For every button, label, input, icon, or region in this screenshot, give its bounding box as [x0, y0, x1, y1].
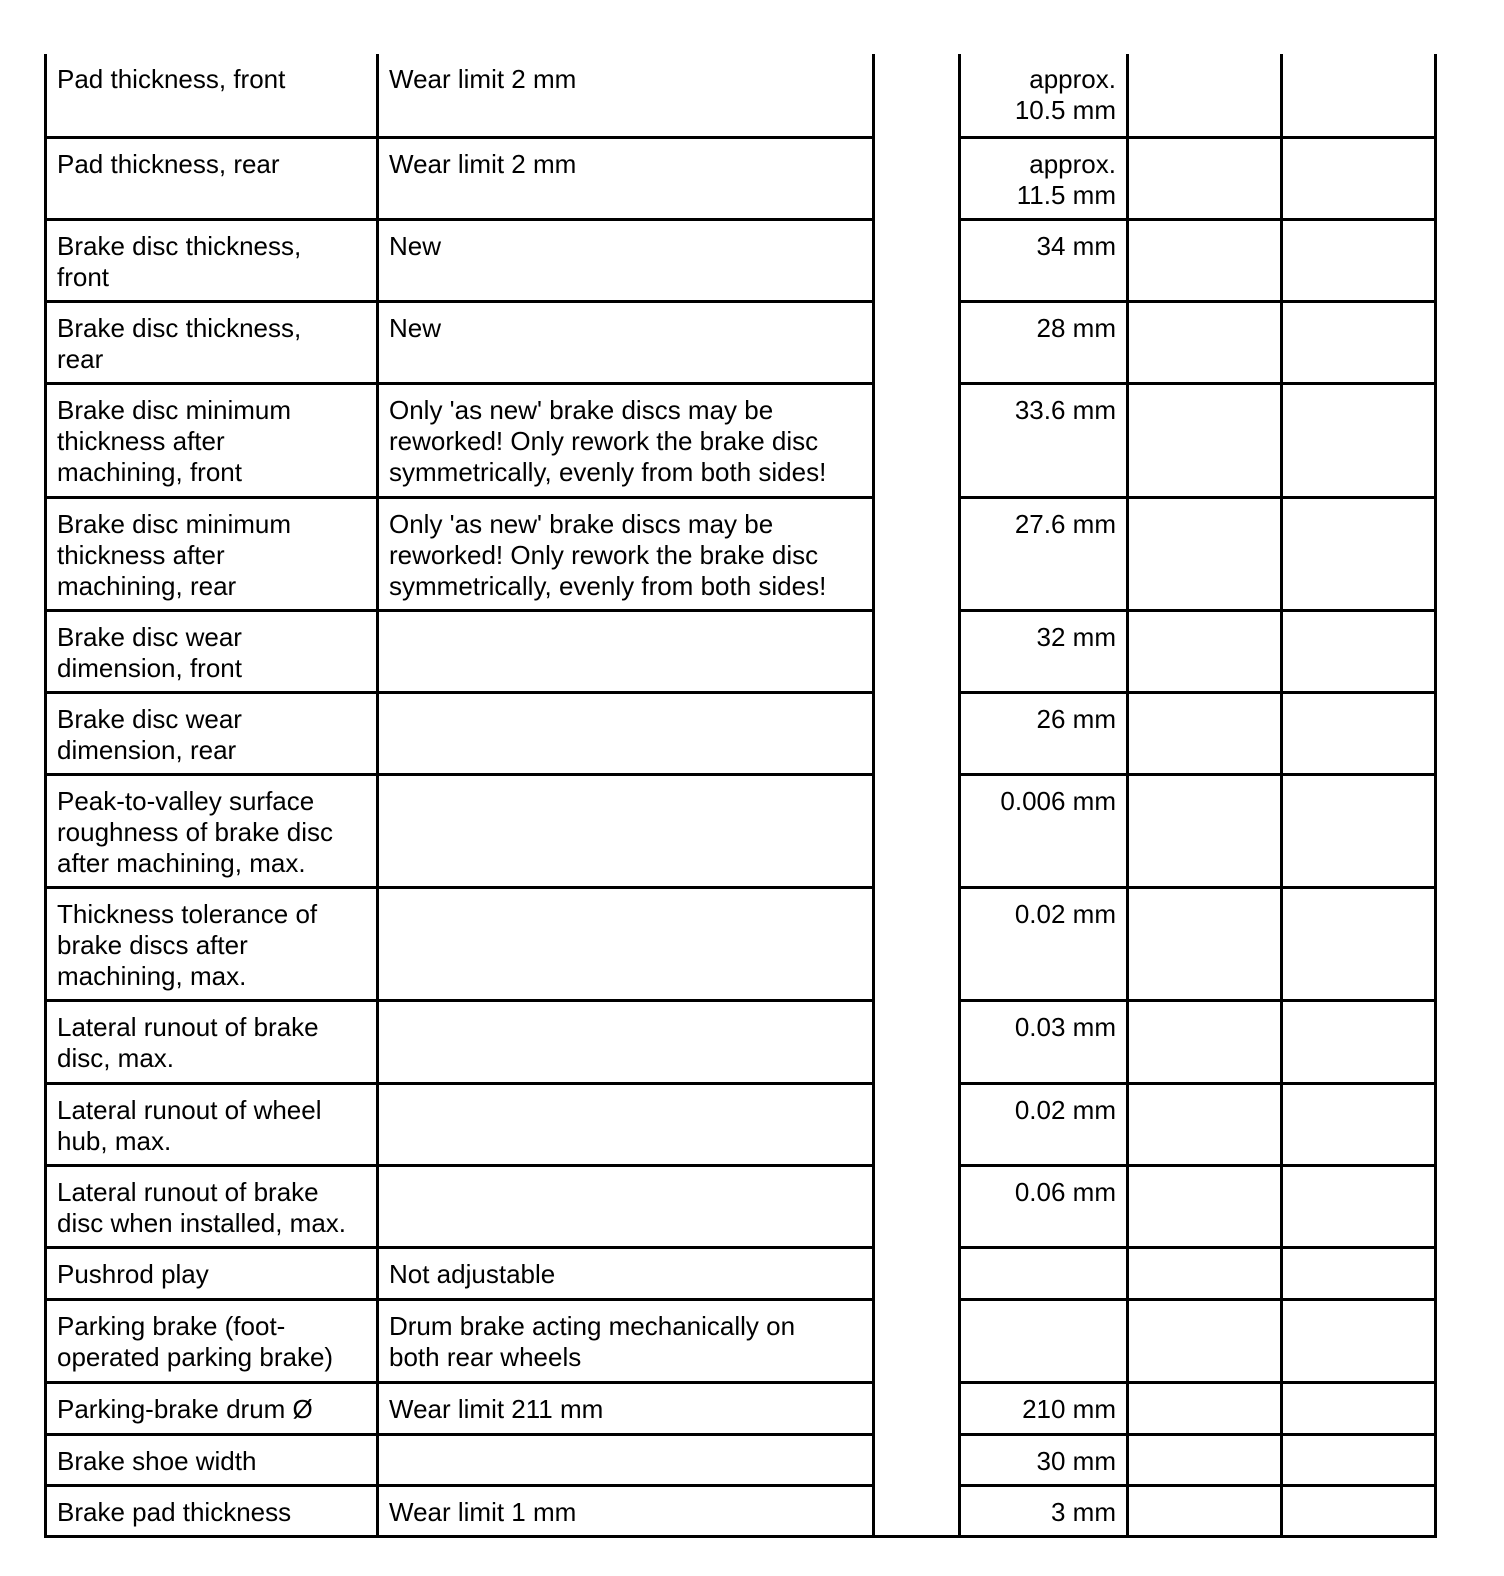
note-cell: Wear limit 2 mm	[378, 54, 874, 137]
blank-cell	[874, 1165, 960, 1247]
blank-cell	[1282, 219, 1436, 301]
blank-cell	[1128, 1247, 1282, 1299]
parameter-cell: Lateral runout of brake disc, max.	[46, 1000, 378, 1083]
blank-cell	[874, 1247, 960, 1299]
note-cell	[378, 1000, 874, 1083]
table-row	[46, 1434, 1436, 1485]
value-cell: 34 mm	[960, 219, 1128, 301]
brake-spec-table	[44, 54, 1437, 1538]
spec-table-body	[46, 54, 1436, 1536]
value-cell: 0.02 mm	[960, 1083, 1128, 1165]
blank-cell	[1128, 383, 1282, 497]
blank-cell	[874, 383, 960, 497]
blank-cell	[874, 497, 960, 610]
value-cell: approx. 11.5 mm	[960, 137, 1128, 219]
blank-cell	[1128, 692, 1282, 774]
parameter-cell: Lateral runout of wheel hub, max.	[46, 1083, 378, 1165]
note-cell	[378, 692, 874, 774]
blank-cell	[1282, 137, 1436, 219]
value-cell: 0.006 mm	[960, 774, 1128, 887]
parameter-cell: Brake shoe width	[46, 1434, 378, 1485]
note-cell: Not adjustable	[378, 1247, 874, 1299]
note-cell	[378, 887, 874, 1000]
table-row	[46, 1083, 1436, 1165]
table-row	[46, 610, 1436, 692]
table-row	[46, 219, 1436, 301]
value-cell: 0.03 mm	[960, 1000, 1128, 1083]
blank-cell	[874, 692, 960, 774]
table-row	[46, 692, 1436, 774]
blank-cell	[1128, 610, 1282, 692]
table-row	[46, 774, 1436, 887]
value-cell: 28 mm	[960, 301, 1128, 383]
table-row	[46, 137, 1436, 219]
blank-cell	[1128, 137, 1282, 219]
blank-cell	[1282, 1247, 1436, 1299]
table-row	[46, 887, 1436, 1000]
blank-cell	[1282, 887, 1436, 1000]
parameter-cell: Pad thickness, front	[46, 54, 378, 137]
value-cell: approx. 10.5 mm	[960, 54, 1128, 137]
note-cell	[378, 1083, 874, 1165]
parameter-cell: Pad thickness, rear	[46, 137, 378, 219]
parameter-cell: Brake disc wear dimension, front	[46, 610, 378, 692]
blank-cell	[874, 1083, 960, 1165]
blank-cell	[874, 54, 960, 137]
blank-cell	[1128, 1000, 1282, 1083]
parameter-cell: Brake disc thickness, rear	[46, 301, 378, 383]
blank-cell	[1282, 383, 1436, 497]
table-row	[46, 301, 1436, 383]
blank-cell	[1282, 497, 1436, 610]
blank-cell	[1128, 219, 1282, 301]
value-cell: 33.6 mm	[960, 383, 1128, 497]
parameter-cell: Brake disc minimum thickness after machining, rear	[46, 497, 378, 610]
blank-cell	[1128, 1434, 1282, 1485]
blank-cell	[874, 1000, 960, 1083]
table-row	[46, 1247, 1436, 1299]
value-cell: 26 mm	[960, 692, 1128, 774]
value-cell: 210 mm	[960, 1382, 1128, 1434]
parameter-cell: Brake pad thickness	[46, 1485, 378, 1536]
note-cell: Only 'as new' brake discs may be reworked! Only rework the brake disc symmetrically, evenly from both sides!	[378, 497, 874, 610]
value-cell: 27.6 mm	[960, 497, 1128, 610]
value-cell: 30 mm	[960, 1434, 1128, 1485]
blank-cell	[1128, 1382, 1282, 1434]
blank-cell	[1282, 1485, 1436, 1536]
blank-cell	[1282, 1000, 1436, 1083]
blank-cell	[1128, 1083, 1282, 1165]
blank-cell	[1282, 1382, 1436, 1434]
value-cell: 0.06 mm	[960, 1165, 1128, 1247]
note-cell: Only 'as new' brake discs may be reworked! Only rework the brake disc symmetrically, evenly from both sides!	[378, 383, 874, 497]
parameter-cell: Parking brake (foot- operated parking brake)	[46, 1299, 378, 1382]
blank-cell	[1128, 887, 1282, 1000]
blank-cell	[1128, 54, 1282, 137]
table-row	[46, 1485, 1436, 1536]
blank-cell	[1282, 54, 1436, 137]
blank-cell	[1128, 774, 1282, 887]
parameter-cell: Thickness tolerance of brake discs after machining, max.	[46, 887, 378, 1000]
blank-cell	[874, 887, 960, 1000]
blank-cell	[874, 1299, 960, 1382]
table-row	[46, 1165, 1436, 1247]
note-cell: Wear limit 1 mm	[378, 1485, 874, 1536]
table-row	[46, 1382, 1436, 1434]
parameter-cell: Pushrod play	[46, 1247, 378, 1299]
parameter-cell: Peak-to-valley surface roughness of brake disc after machining, max.	[46, 774, 378, 887]
blank-cell	[1282, 1299, 1436, 1382]
blank-cell	[874, 1485, 960, 1536]
parameter-cell: Brake disc wear dimension, rear	[46, 692, 378, 774]
table-row	[46, 1000, 1436, 1083]
value-cell	[960, 1299, 1128, 1382]
blank-cell	[874, 301, 960, 383]
blank-cell	[1282, 301, 1436, 383]
blank-cell	[1282, 1165, 1436, 1247]
blank-cell	[874, 1434, 960, 1485]
parameter-cell: Brake disc thickness, front	[46, 219, 378, 301]
parameter-cell: Brake disc minimum thickness after machining, front	[46, 383, 378, 497]
note-cell	[378, 1165, 874, 1247]
blank-cell	[874, 137, 960, 219]
blank-cell	[874, 219, 960, 301]
blank-cell	[874, 1382, 960, 1434]
blank-cell	[1282, 1434, 1436, 1485]
note-cell	[378, 774, 874, 887]
note-cell: New	[378, 219, 874, 301]
blank-cell	[1128, 1165, 1282, 1247]
blank-cell	[1282, 692, 1436, 774]
value-cell: 0.02 mm	[960, 887, 1128, 1000]
parameter-cell: Parking-brake drum Ø	[46, 1382, 378, 1434]
table-row	[46, 54, 1436, 137]
note-cell: New	[378, 301, 874, 383]
blank-cell	[1128, 1299, 1282, 1382]
blank-cell	[1128, 1485, 1282, 1536]
note-cell	[378, 1434, 874, 1485]
value-cell: 32 mm	[960, 610, 1128, 692]
note-cell: Drum brake acting mechanically on both rear wheels	[378, 1299, 874, 1382]
table-row	[46, 1299, 1436, 1382]
parameter-cell: Lateral runout of brake disc when installed, max.	[46, 1165, 378, 1247]
note-cell: Wear limit 2 mm	[378, 137, 874, 219]
note-cell	[378, 610, 874, 692]
table-row	[46, 383, 1436, 497]
blank-cell	[874, 610, 960, 692]
blank-cell	[874, 774, 960, 887]
value-cell: 3 mm	[960, 1485, 1128, 1536]
note-cell: Wear limit 211 mm	[378, 1382, 874, 1434]
blank-cell	[1282, 1083, 1436, 1165]
blank-cell	[1128, 497, 1282, 610]
blank-cell	[1128, 301, 1282, 383]
blank-cell	[1282, 610, 1436, 692]
value-cell	[960, 1247, 1128, 1299]
blank-cell	[1282, 774, 1436, 887]
table-row	[46, 497, 1436, 610]
